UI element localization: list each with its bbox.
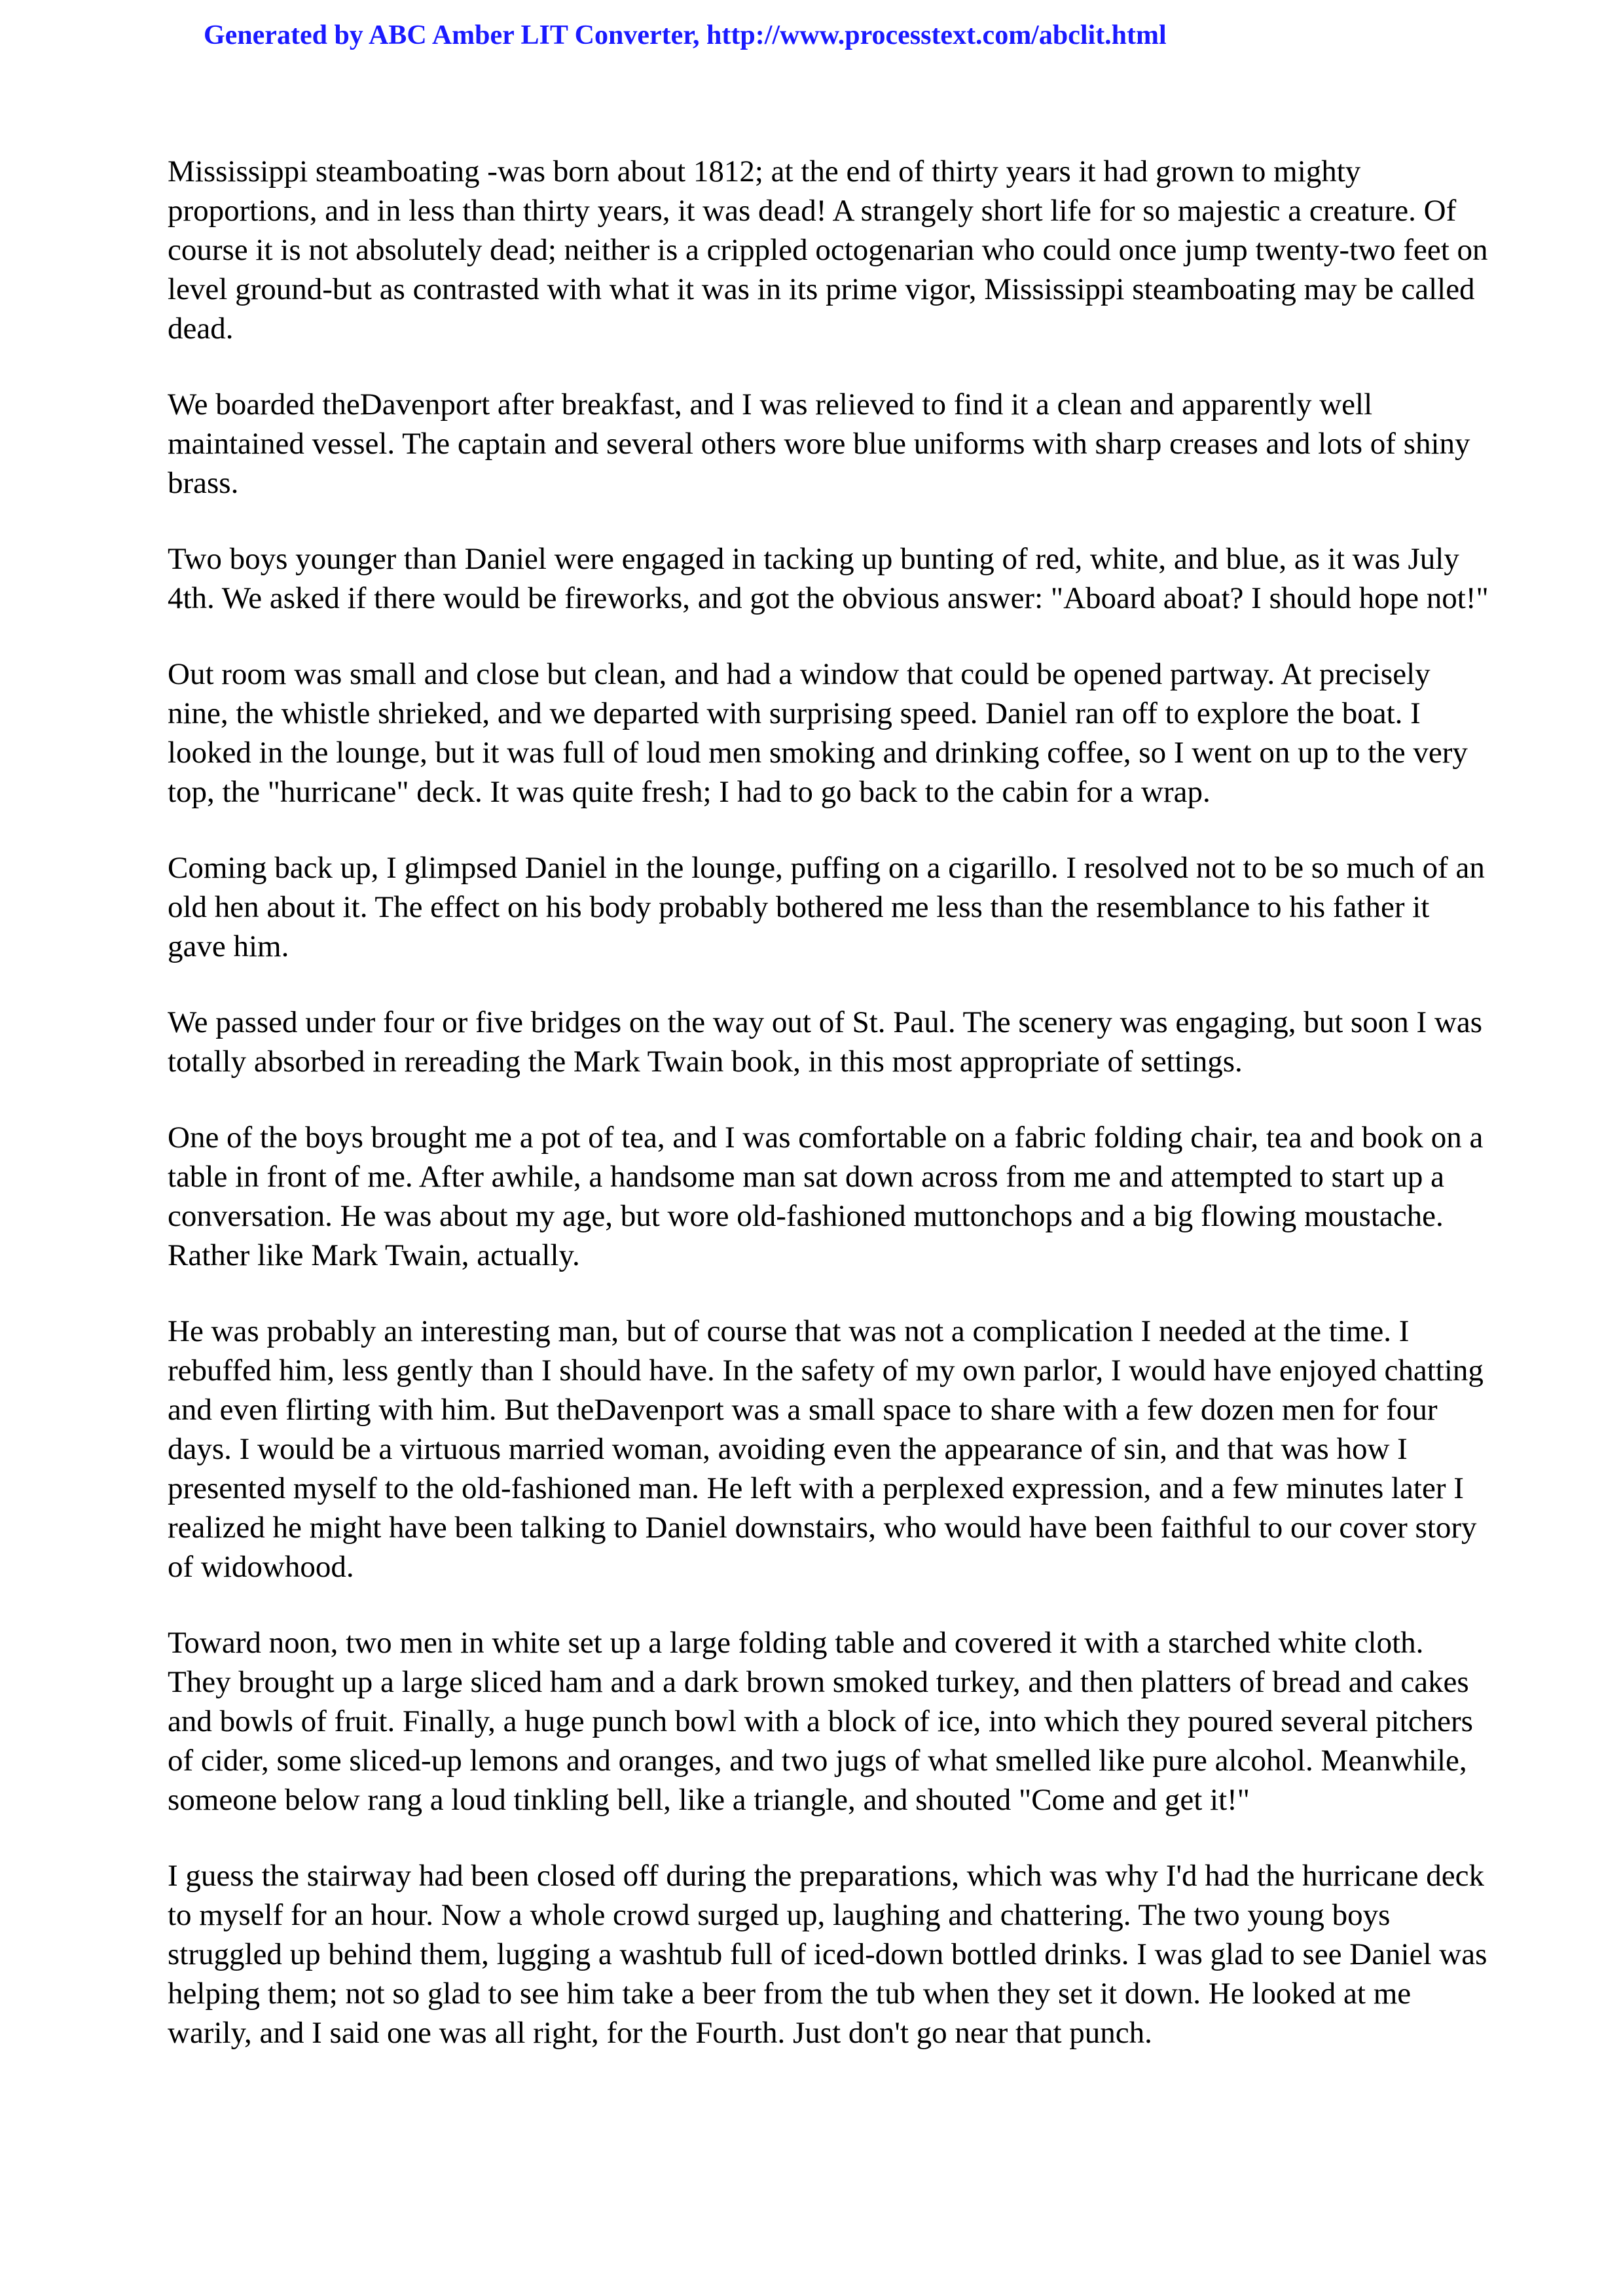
- paragraph: Two boys younger than Daniel were engaged in tacking up bunting of red, white, and blue, as it was July 4th. We asked if there would be fireworks, and got the obvious answer: "Aboard aboat? I should hope not!": [168, 542, 1489, 615]
- paragraph: We boarded theDavenport after breakfast, and I was relieved to find it a clean and apparently well maintained vessel. The captain and several others wore blue uniforms with sharp creases and lots of shiny brass.: [168, 387, 1470, 500]
- converter-header-link[interactable]: Generated by ABC Amber LIT Converter, http://www.processtext.com/abclit.html: [204, 20, 1167, 50]
- paragraph: We passed under four or five bridges on the way out of St. Paul. The scenery was engaging, but soon I was totally absorbed in rereading the Mark Twain book, in this most appropriate of settings.: [168, 1005, 1483, 1079]
- paragraph: One of the boys brought me a pot of tea, and I was comfortable on a fabric folding chair, tea and book on a table in front of me. After awhile, a handsome man sat down across from me and attempted to start up a conversation. He was about my age, but wore old-fashioned muttonchops and a big flowing moustache. Rather like Mark Twain, actually.: [168, 1121, 1484, 1272]
- paragraph: Mississippi steamboating -was born about 1812; at the end of thirty years it had grown to mighty proportions, and in less than thirty years, it was dead! A strangely short life for so majestic a creature. Of course it is not absolutely dead; neither is a crippled octogenarian who could once jump twenty-two feet on level ground-but as contrasted with what it was in its prime vigor, Mississippi steamboating may be called dead.: [168, 154, 1488, 346]
- paragraph: He was probably an interesting man, but of course that was not a complication I needed at the time. I rebuffed him, less gently than I should have. In the safety of my own parlor, I would have enjoyed chatting and even flirting with him. But theDavenport was a small space to share with a few dozen men for four days. I would be a virtuous married woman, avoiding even the appearance of sin, and that was how I presented myself to the old-fashioned man. He left with a perplexed expression, and a few minutes later I realized he might have been talking to Daniel downstairs, who would have been faithful to our cover story of widowhood.: [168, 1314, 1484, 1584]
- story-body: [168, 152, 1490, 2089]
- paragraph: Out room was small and close but clean, and had a window that could be opened partway. At precisely nine, the whistle shrieked, and we departed with surprising speed. Daniel ran off to explore the boat. I looked in the lounge, but it was full of loud men smoking and drinking coffee, so I went on up to the very top, the "hurricane" deck. It was quite fresh; I had to go back to the cabin for a wrap.: [168, 657, 1468, 809]
- paragraph: Coming back up, I glimpsed Daniel in the lounge, puffing on a cigarillo. I resolved not to be so much of an old hen about it. The effect on his body probably bothered me less than the resemblance to his father it gave him.: [168, 851, 1485, 963]
- paragraph: I guess the stairway had been closed off during the preparations, which was why I'd had the hurricane deck to myself for an hour. Now a whole crowd surged up, laughing and chattering. The two young boys struggled up behind them, lugging a washtub full of iced-down bottled drinks. I was glad to see Daniel was helping them; not so glad to see him take a beer from the tub when they set it down. He looked at me warily, and I said one was all right, for the Fourth. Just don't go near that punch.: [168, 1859, 1487, 2050]
- paragraph: Toward noon, two men in white set up a large folding table and covered it with a starched white cloth. They brought up a large sliced ham and a dark brown smoked turkey, and then platters of bread and cakes and bowls of fruit. Finally, a huge punch bowl with a block of ice, into which they poured several pitchers of cider, some sliced-up lemons and oranges, and two jugs of what smelled like pure alcohol. Meanwhile, someone below rang a loud tinkling bell, like a triangle, and shouted "Come and get it!": [168, 1626, 1473, 1817]
